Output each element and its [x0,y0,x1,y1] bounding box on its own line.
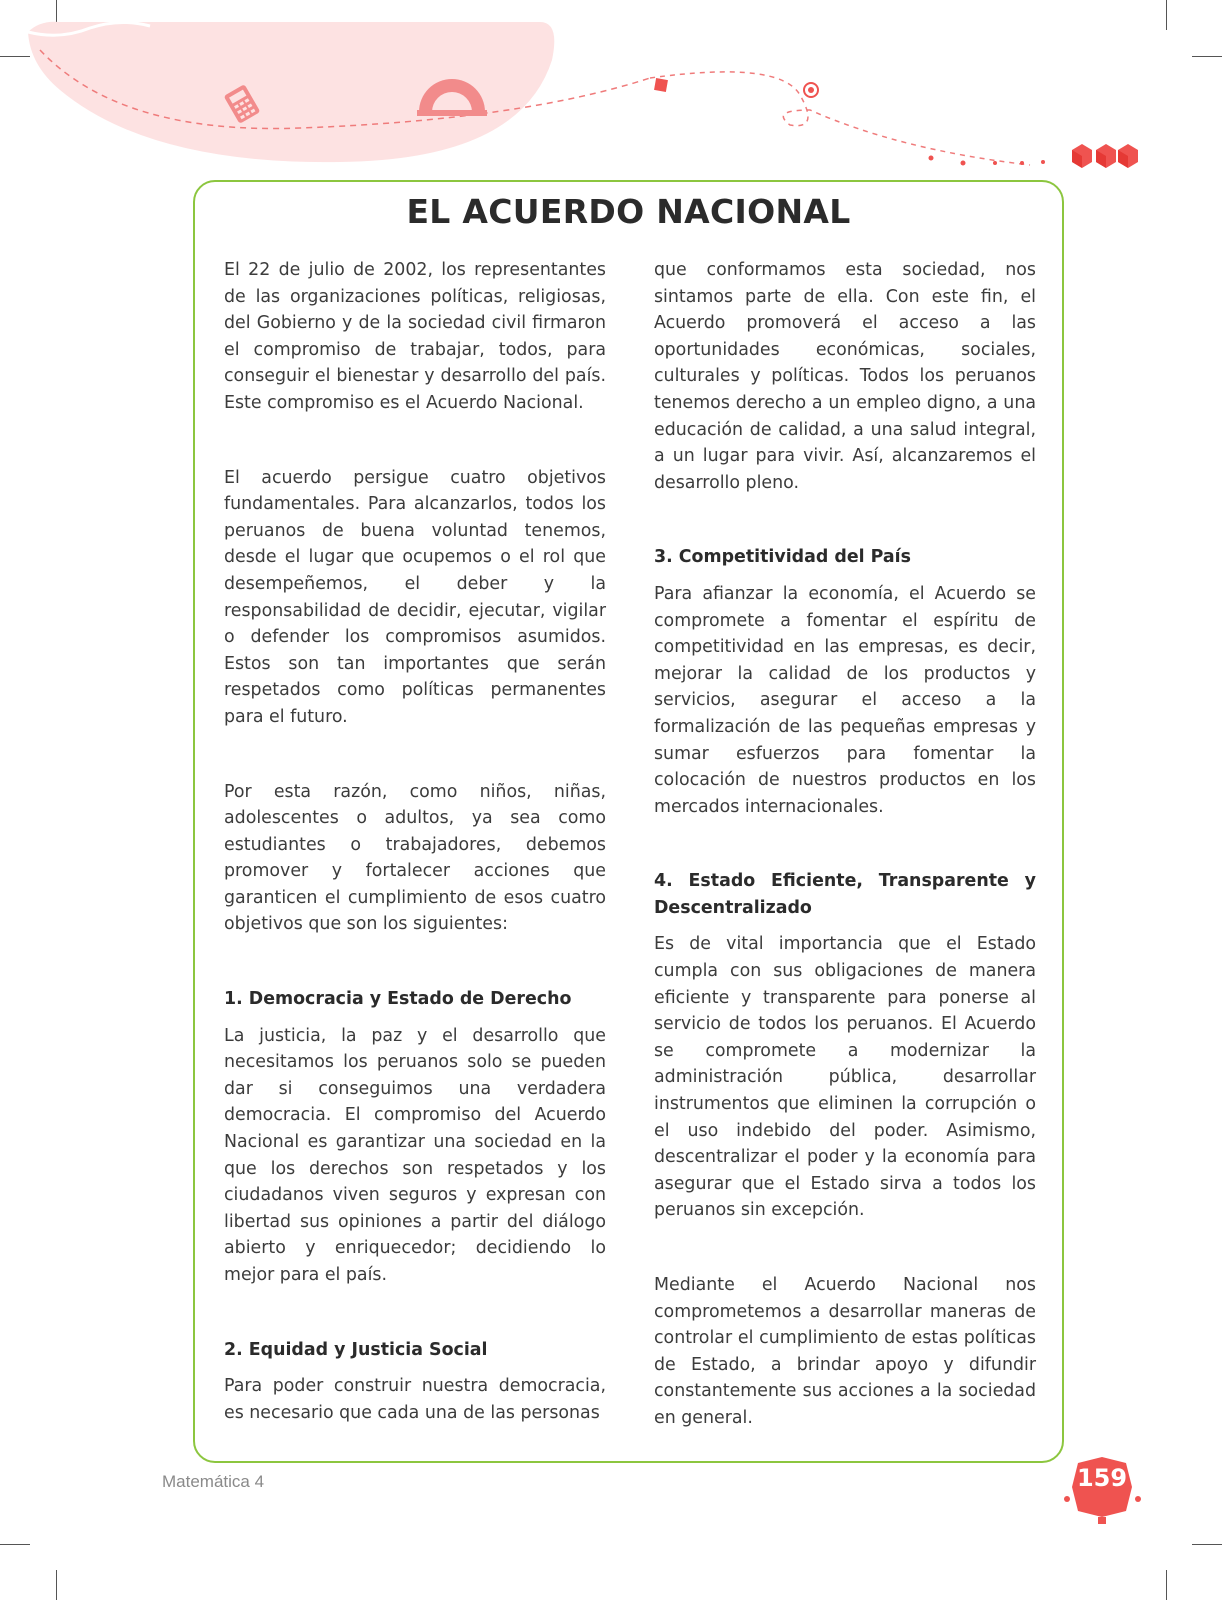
paragraph: Por esta razón, como niños, niñas, adolescentes o adultos, ya sea como estudiantes o trabajadores, debemos promover y fortalecer acciones que garanticen el cumplimiento de esos cuatro objetivos que son los siguientes: [224,781,606,935]
paragraph: La justicia, la paz y el desarrollo que necesitamos los peruanos solo se pueden dar si conseguimos una verdadera democracia. El compromiso del Acuerdo Nacional es garantizar una sociedad en la que los derechos son respetados y los ciudadanos viven seguros y expresan con libertad sus opiniones a partir del diálogo abierto y enriquecedor; decidiendo lo mejor para el país. [224,1025,606,1285]
left-column [224,257,606,1426]
paragraph: que conformamos esta sociedad, nos sintamos parte de ella. Con este fin, el Acuerdo promoverá el acceso a las oportunidades económicas, sociales, culturales y políticas. Todos los peruanos tenemos derecho a un empleo digno, a una educación de calidad, a una salud integral, a un lugar para vivir. Así, alcanzaremos el desarrollo pleno. [654,260,1036,493]
section-heading: 2. Equidad y Justicia Social [224,1339,488,1360]
paragraph: El 22 de julio de 2002, los representantes de las organizaciones políticas, religiosas, del Gobierno y de la sociedad civil firmaron el compromiso de trabajar, todos, para conseguir el bienestar y desarrollo del país. Este compromiso es el Acuerdo Nacional. [224,260,606,413]
paragraph: Es de vital importancia que el Estado cumpla con sus obligaciones de manera eficiente y transparente para ponerse al servicio de todos los peruanos. El Acuerdo se compromete a modernizar la administración pública, desarrollar instrumentos que eliminen la corrupción o el uso indebido del poder. Asimismo, descentralizar el poder y la economía para asegurar que el Estado sirva a todos los peruanos sin excepción. [654,934,1036,1221]
right-column [654,257,1036,1432]
crop-mark [0,1544,30,1545]
section-heading: 3. Competitividad del País [654,547,911,568]
header-decoration [0,0,1222,190]
book-title: Matemática 4 [162,1472,265,1491]
page-title: EL ACUERDO NACIONAL [406,192,851,231]
paragraph: Para afianzar la economía, el Acuerdo se compromete a fomentar el espíritu de competitividad en las empresas, es decir, mejorar la calidad de los productos y servicios, asegurar el acceso a la formalización de las pequeñas empresas y sumar esfuerzos para fomentar la colocación de nuestros productos en los mercados internacionales. [654,583,1036,817]
section-heading: 4. Estado Eficiente, Transparente y Descentralizado [654,871,1036,918]
cube-mark [654,78,668,92]
page-number: 159 [1076,1464,1128,1492]
crop-mark [1192,1544,1222,1545]
crop-mark [56,1570,57,1600]
paragraph: Mediante el Acuerdo Nacional nos comprometemos a desarrollar maneras de controlar el cumplimiento de estas políticas de Estado, a brindar apoyo y difundir constantemente sus acciones a la sociedad en general. [654,1275,1036,1428]
crop-mark [1166,1570,1167,1600]
cubes-icon [1072,144,1138,168]
section-heading: 1. Democracia y Estado de Derecho [224,989,572,1010]
paragraph: Para poder construir nuestra democracia, es necesario que cada una de las personas [224,1376,606,1423]
paragraph: El acuerdo persigue cuatro objetivos fundamentales. Para alcanzarlos, todos los peruanos de buena voluntad tenemos, desde el lugar que ocupemos o el rol que desempeñemos, el deber y la responsabilidad de decidir, ejecutar, vigilar o defender los compromisos asumidos. Estos son tan importantes que serán respetados como políticas permanentes para el futuro. [224,467,606,727]
